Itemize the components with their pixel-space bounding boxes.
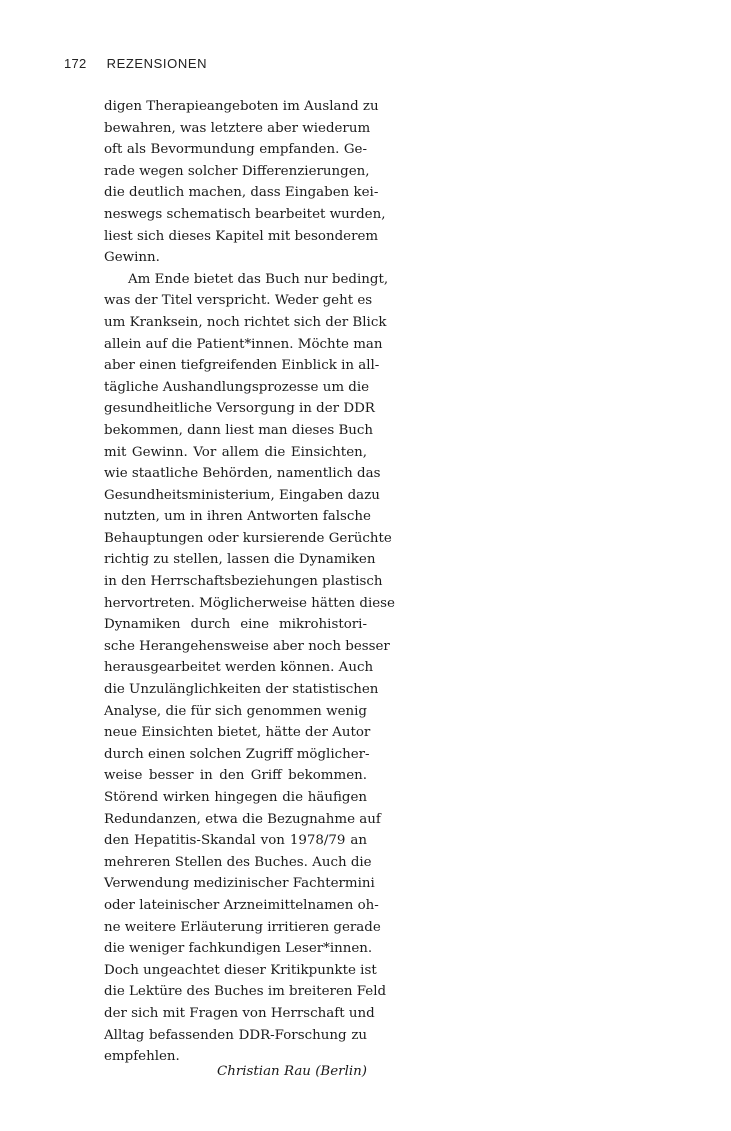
paragraph-2 [104, 269, 395, 1068]
text-line: bekommen, dann liest man dieses Buch [104, 422, 374, 438]
text-line: wie staatliche Behörden, namentlich das [104, 466, 381, 482]
text-line: Alltag befassenden DDR-Forschung zu [104, 1027, 367, 1043]
text-line: Analyse, die für sich genommen wenig [104, 703, 367, 719]
text-line: der sich mit Fragen von Herrschaft und [104, 1005, 375, 1021]
text-line: allein auf die Patient*innen. Möchte man [104, 336, 383, 352]
text-line: nutzten, um in ihren Antworten falsche [104, 509, 371, 525]
text-line: richtig zu stellen, lassen die Dynamiken [104, 552, 376, 568]
text-line: Verwendung medizinischer Fachtermini [104, 876, 375, 892]
text-line: um Kranksein, noch richtet sich der Blick [104, 314, 387, 330]
text-line: Am Ende bietet das Buch nur bedingt, [128, 271, 389, 287]
text-line: oft als Bevormundung empfanden. Ge- [104, 142, 367, 158]
text-line: die deutlich machen, dass Eingaben kei- [104, 185, 379, 201]
text-line: Störend wirken hingegen die häufigen [104, 790, 367, 805]
page-number: 172 [64, 56, 87, 71]
text-line: neue Einsichten bietet, hätte der Autor [104, 725, 371, 741]
text-line: die Unzulänglichkeiten der statistischen [104, 682, 379, 698]
text-line: tägliche Aushandlungsprozesse um die [104, 379, 370, 395]
paragraph-1 [104, 96, 386, 269]
text-line: mit Gewinn. Vor allem die Einsichten, [104, 444, 367, 460]
text-line: oder lateinischer Arzneimittelnamen oh- [104, 897, 379, 913]
text-line: Gesundheitsministerium, Eingaben dazu [104, 487, 380, 503]
text-line: Dynamiken durch eine mikrohistori- [104, 617, 367, 633]
text-line: liest sich dieses Kapitel mit besonderem [104, 228, 379, 244]
text-line: mehreren Stellen des Buches. Auch die [104, 854, 372, 870]
text-line: sche Herangehensweise aber noch besser [104, 638, 390, 654]
text-line: digen Therapieangeboten im Ausland zu [104, 99, 379, 114]
text-line: ne weitere Erläuterung irritieren gerade [104, 919, 381, 935]
review-text [104, 96, 395, 1068]
text-line: die Lektüre des Buches im breiteren Feld [104, 984, 387, 1000]
text-line: neswegs schematisch bearbeitet wurden, [104, 206, 386, 222]
text-line: Gewinn. [104, 250, 160, 266]
text-line: in den Herrschaftsbeziehungen plastisch [104, 574, 383, 590]
text-line: gesundheitliche Versorgung in der DDR [104, 401, 375, 417]
text-line: die weniger fachkundigen Leser*innen. [104, 941, 373, 957]
text-line: was der Titel verspricht. Weder geht es [104, 293, 373, 309]
text-line: herausgearbeitet werden können. Auch [104, 660, 374, 676]
text-line: empfehlen. [104, 1049, 180, 1065]
text-line: aber einen tiefgreifenden Einblick in all- [104, 358, 380, 374]
text-line: den Hepatitis-Skandal von 1978/79 an [104, 833, 367, 849]
text-line: Redundanzen, etwa die Bezugnahme auf [104, 811, 381, 827]
text-line: Doch ungeachtet dieser Kritikpunkte ist [104, 962, 377, 978]
text-line: weise besser in den Griff bekommen. [104, 768, 367, 784]
text-line: hervortreten. Möglicherweise hätten diese [104, 595, 395, 611]
reviewer-signature: Christian Rau (Berlin) [216, 1064, 367, 1079]
text-line: bewahren, was letztere aber wiederum [104, 120, 371, 136]
text-line: durch einen solchen Zugriff möglicher- [104, 746, 370, 762]
running-head [64, 56, 207, 71]
text-line: rade wegen solcher Differenzierungen, [104, 163, 370, 179]
section-title: REZENSIONEN [106, 56, 208, 71]
text-line: Behauptungen oder kursierende Gerüchte [104, 530, 392, 546]
